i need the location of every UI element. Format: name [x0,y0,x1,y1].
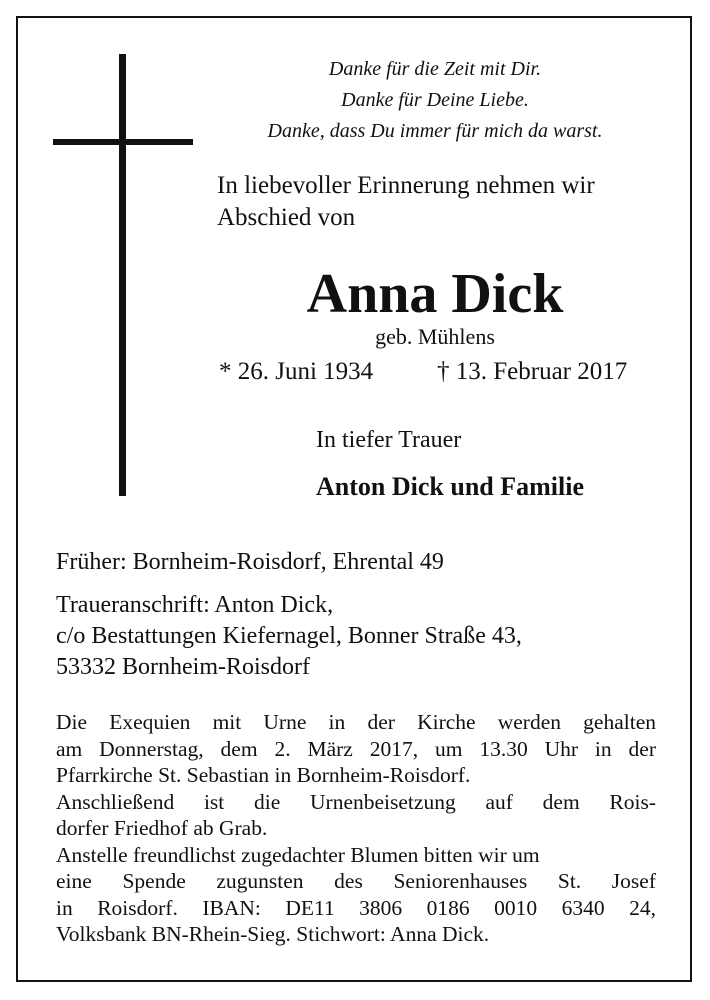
service-line: Pfarrkirche St. Sebastian in Bornheim-Roisdorf. [56,763,471,787]
quote-line: Danke für Deine Liebe. [341,89,529,111]
mourning-intro: In tiefer Trauer [316,427,462,453]
quote-line: Danke für die Zeit mit Dir. [328,58,542,80]
service-details [56,709,656,948]
service-line: Anschließend ist die Urnenbeisetzung auf dem Rois- [56,789,656,814]
service-line: eine Spende zugunsten des Seniorenhauses St. Josef [56,869,656,893]
quote-line: Danke, dass Du immer für mich da warst. [267,120,603,142]
address-line: c/o Bestattungen Kiefernagel, Bonner Straße 43, [56,623,522,649]
condolence-address [56,590,522,683]
service-line: am Donnerstag, dem 2. März 2017, um 13.30 Uhr in der [56,736,656,761]
address-line: 53332 Bornheim-Roisdorf [56,654,310,680]
service-line: dorfer Friedhof ab Grab. [56,816,268,840]
intro-line: In liebevoller Erinnerung nehmen wir [217,172,595,199]
former-address: Früher: Bornheim-Roisdorf, Ehrental 49 [56,549,444,575]
deceased-name: Anna Dick [306,263,564,325]
cross-vertical-bar [119,54,126,496]
address-line: Traueranschrift: Anton Dick, [56,592,334,618]
service-line: Anstelle freundlichst zugedachter Blumen bitten wir um [56,842,540,867]
memorial-quote [200,54,670,147]
death-date: † 13. Februar 2017 [437,358,628,385]
maiden-name: geb. Mühlens [375,324,495,349]
intro-line: Abschied von [217,204,356,231]
service-line: in Roisdorf. IBAN: DE11 3806 0186 0010 6340 24, [56,895,656,920]
cross-horizontal-bar [53,139,193,145]
service-line: Die Exequien mit Urne in der Kirche werden gehalten [56,710,656,734]
intro-text [217,170,657,234]
service-line: Volksbank BN-Rhein-Sieg. Stichwort: Anna Dick. [56,922,490,946]
birth-date: * 26. Juni 1934 [219,358,374,385]
mourners-names: Anton Dick und Familie [316,472,584,501]
